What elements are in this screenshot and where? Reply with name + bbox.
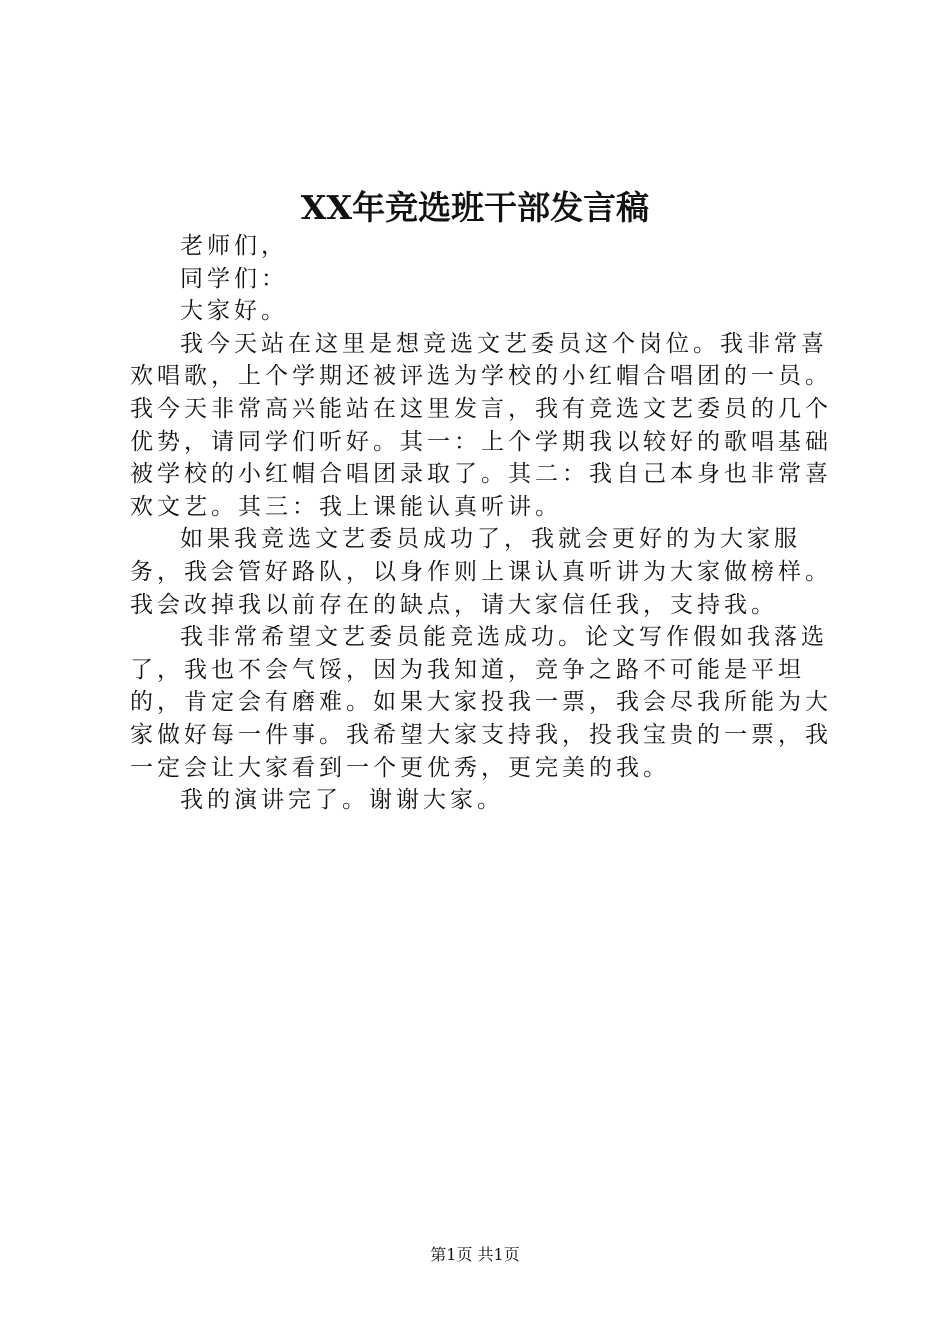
greeting: 大家好。	[180, 298, 288, 325]
paragraph-intro: 我今天站在这里是想竞选文艺委员这个岗位。我非常喜欢唱歌，上个学期还被评选为学校的小红帽合唱团的一员。我今天非常高兴能站在这里发言，我有竞选文艺委员的几个优势，请同学们听好。其一：上个学期我以较好的歌唱基础被学校的小红帽合唱团录取了。其二：我自己本身也非常喜欢文艺。其三：我上课能认真听讲。	[130, 330, 832, 520]
paragraph-closing: 我的演讲完了。谢谢大家。	[180, 787, 504, 814]
salutation-teachers: 老师们，	[180, 233, 288, 259]
salutation-students: 同学们：	[180, 265, 288, 292]
document-title: XX年竞选班干部发言稿	[300, 188, 650, 227]
page-footer: 第1页 共1页	[430, 1245, 520, 1264]
document-body	[130, 230, 835, 817]
paragraph-hope: 我非常希望文艺委员能竞选成功。论文写作假如我落选了，我也不会气馁，因为我知道，竞争之路不可能是平坦的，肯定会有磨难。如果大家投我一票，我会尽我所能为大家做好每一件事。我希望大家支持我，投我宝贵的一票，我一定会让大家看到一个更优秀，更完美的我。	[130, 624, 832, 781]
paragraph-promise: 如果我竞选文艺委员成功了，我就会更好的为大家服务，我会管好路队，以身作则上课认真听讲为大家做榜样。我会改掉我以前存在的缺点，请大家信任我，支持我。	[130, 526, 832, 618]
